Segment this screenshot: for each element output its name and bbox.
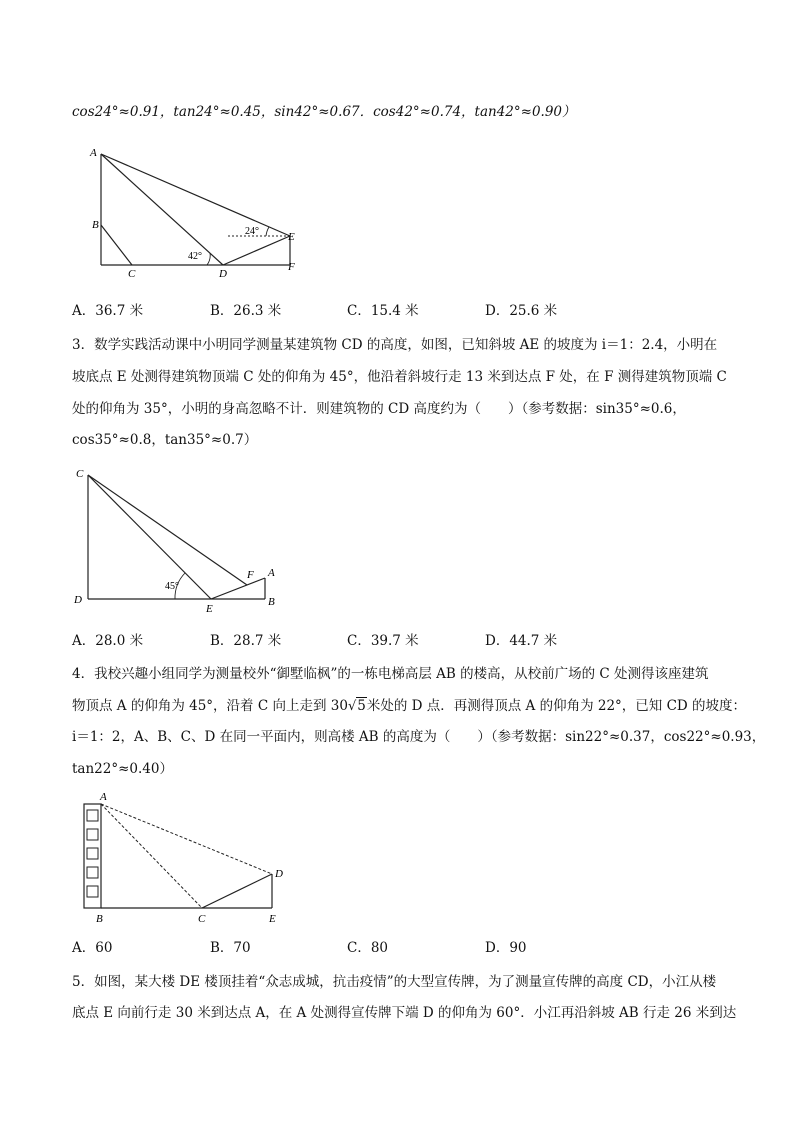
- q4-figure: [80, 790, 295, 930]
- q5-line-1: 5．如图，某大楼 DE 楼顶挂着“众志成城，抗击疫情”的大型宣传牌，为了测量宣传牌的高度 CD，小江从楼: [72, 974, 717, 990]
- q3-line-CF: [88, 475, 247, 585]
- q4-window-5: [87, 886, 98, 897]
- q2-option-b: B．26.3 米: [210, 303, 282, 319]
- q2-angle-24: 24°: [245, 226, 259, 237]
- q2-angle-42: 42°: [188, 251, 202, 262]
- q3-label-D: D: [74, 594, 82, 606]
- q4-sqrt-radicand: 5: [357, 698, 366, 714]
- q2-option-c: C．15.4 米: [347, 303, 419, 319]
- q3-option-a: A．28.0 米: [72, 633, 144, 649]
- q3-label-F: F: [247, 569, 254, 581]
- q2-label-D: D: [219, 268, 227, 280]
- q4-option-a: A．60: [72, 940, 113, 956]
- q3-label-A: A: [268, 567, 275, 579]
- q3-slope-EA: [211, 578, 265, 599]
- q4-line-2: [72, 697, 746, 716]
- q4-window-3: [87, 848, 98, 859]
- q2-angle-arc-42: [207, 253, 210, 265]
- q2-label-B: B: [92, 219, 99, 231]
- q4-dashed-AD: [101, 804, 272, 874]
- q5-line-2: 底点 E 向前行走 30 米到达点 A，在 A 处测得宣传牌下端 D 的仰角为 60°．小江再沿斜坡 AB 行走 26 米到达: [72, 1005, 737, 1021]
- q3-figure: [72, 465, 287, 615]
- q4-dashed-AC: [101, 804, 202, 908]
- q3-line-1: 3．数学实践活动课中小明同学测量某建筑物 CD 的高度，如图，已知斜坡 AE 的坡度为 i＝1：2.4，小明在: [72, 337, 718, 353]
- q2-label-A: A: [90, 147, 97, 159]
- q4-line-2-part-b: 米处的 D 点．再测得顶点 A 的仰角为 22°，已知 CD 的坡度：: [366, 698, 747, 714]
- q4-slope-CD: [202, 874, 272, 908]
- q2-reference-data: cos24°≈0.91，tan24°≈0.45，sin42°≈0.67．cos42°≈0.74，tan42°≈0.90）: [72, 104, 576, 120]
- q4-label-C: C: [198, 913, 206, 925]
- q2-line-AE: [101, 154, 290, 236]
- q3-option-d: D．44.7 米: [485, 633, 558, 649]
- q4-option-b: B．70: [210, 940, 251, 956]
- q4-option-c: C．80: [347, 940, 389, 956]
- q3-angle-45: 45°: [165, 581, 179, 592]
- q4-line-3: i＝1：2，A、B、C、D 在同一平面内，则高楼 AB 的高度为（ ）（参考数据：sin22°≈0.37，cos22°≈0.93，: [72, 729, 766, 745]
- q2-angle-arc-24: [266, 227, 269, 236]
- q3-line-2: 坡底点 E 处测得建筑物顶端 C 处的仰角为 45°，他沿着斜坡行走 13 米到达点 F 处，在 F 测得建筑物顶端 C: [72, 369, 727, 385]
- q4-line-2-part-a: 物顶点 A 的仰角为 45°，沿着 C 向上走到 30: [72, 698, 348, 714]
- q2-label-C: C: [128, 268, 136, 280]
- q3-line-3: 处的仰角为 35°，小明的身高忽略不计．则建筑物的 CD 高度约为（ ）（参考数据：sin35°≈0.6，: [72, 401, 686, 417]
- q4-line-1: 4．我校兴趣小组同学为测量校外“御墅临枫”的一栋电梯高层 AB 的楼高，从校前广场的 C 处测得该座建筑: [72, 666, 709, 682]
- q4-label-A: A: [100, 791, 107, 803]
- q4-option-d: D．90: [485, 940, 527, 956]
- q3-line-4: cos35°≈0.8，tan35°≈0.7）: [72, 432, 258, 448]
- q2-label-F: F: [288, 261, 295, 273]
- q2-option-a: A．36.7 米: [72, 303, 144, 319]
- q2-line-DE: [223, 236, 290, 265]
- q4-line-4: tan22°≈0.40）: [72, 761, 173, 777]
- q3-option-c: C．39.7 米: [347, 633, 419, 649]
- q3-label-C: C: [76, 468, 84, 480]
- q4-window-1: [87, 810, 98, 821]
- q4-label-E: E: [269, 913, 276, 925]
- q2-option-d: D．25.6 米: [485, 303, 558, 319]
- sqrt-symbol: √: [347, 699, 357, 714]
- q4-window-2: [87, 829, 98, 840]
- q2-label-E: E: [288, 231, 295, 243]
- q3-label-B: B: [268, 596, 275, 608]
- q4-window-4: [87, 867, 98, 878]
- q4-label-B: B: [96, 913, 103, 925]
- q2-line-BC: [101, 225, 132, 265]
- q4-label-D: D: [275, 868, 283, 880]
- q3-line-CE: [88, 475, 211, 599]
- q2-figure: [88, 146, 308, 278]
- q3-option-b: B．28.7 米: [210, 633, 282, 649]
- q3-label-E: E: [206, 603, 213, 615]
